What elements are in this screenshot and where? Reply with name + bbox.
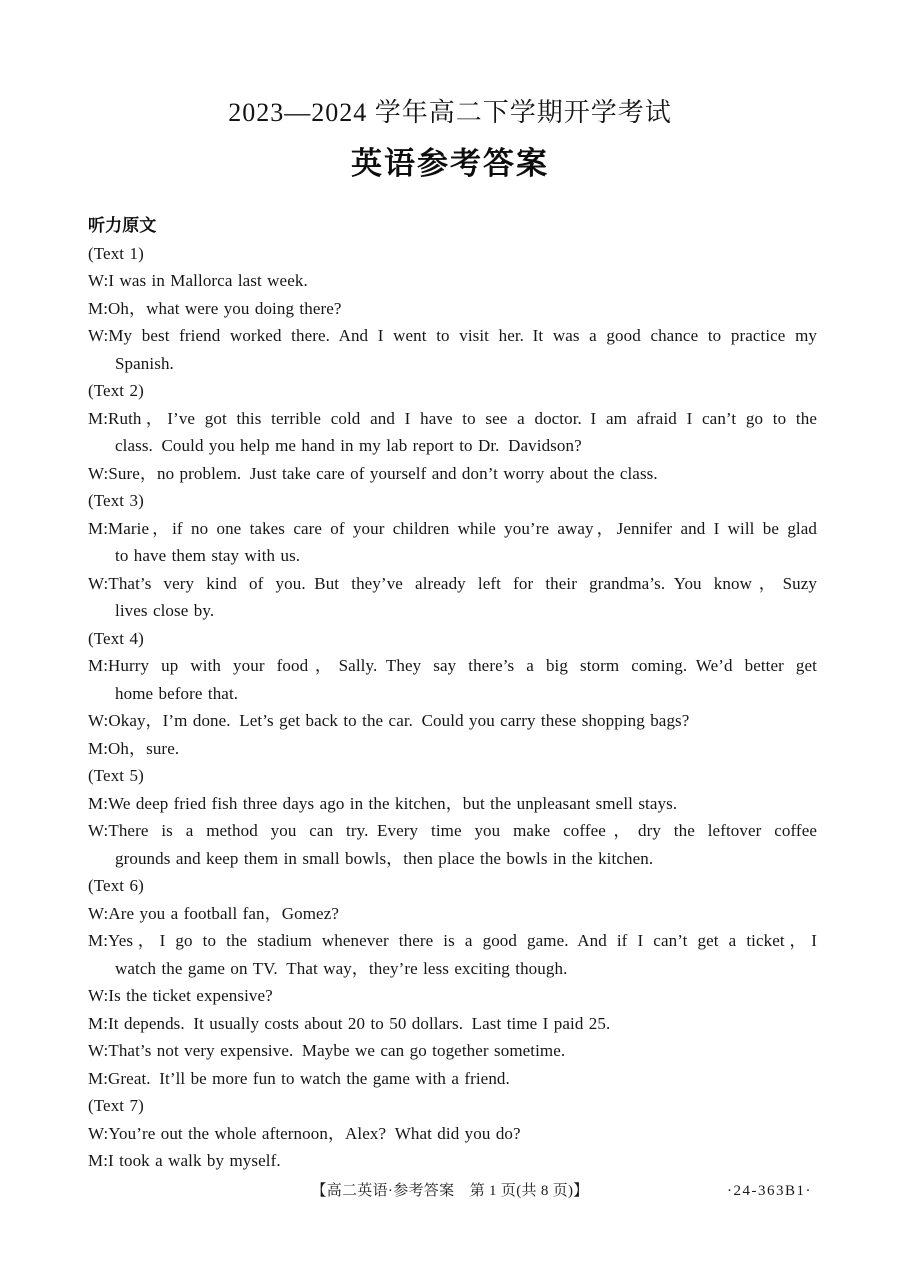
- transcript-line: (Text 2): [88, 381, 144, 400]
- transcript-line: W:That’s not very expensive. Maybe we can go together sometime.: [88, 1041, 566, 1060]
- footer-paper-code: ·24-363B1·: [727, 1183, 812, 1199]
- transcript-line: M:Hurry up with your food，Sally. They say there’s a big storm coming. We’d better get: [88, 656, 817, 675]
- transcript-line: W:There is a method you can try. Every time you make coffee，dry the leftover coffee: [88, 821, 817, 840]
- answer-key-title: 英语参考答案: [351, 146, 549, 181]
- transcript-line: W:You’re out the whole afternoon，Alex? What did you do?: [88, 1123, 521, 1143]
- transcript-line: W:Sure，no problem. Just take care of yourself and don’t worry about the class.: [88, 463, 658, 483]
- footer: [0, 1181, 900, 1201]
- title-block: [0, 92, 900, 183]
- transcript-line: watch the game on TV. That way，they’re less exciting though.: [115, 958, 568, 978]
- transcript-line: lives close by.: [115, 601, 215, 620]
- transcript-line: (Text 6): [88, 876, 144, 895]
- transcript-line: Spanish.: [115, 353, 174, 373]
- transcript-line: M:I took a walk by myself.: [88, 1151, 281, 1170]
- section-heading: 听力原文: [88, 216, 157, 235]
- transcript-line: W:My best friend worked there. And I went to visit her. It was a good chance to practice my: [88, 326, 817, 345]
- transcript-line: (Text 1): [88, 243, 144, 263]
- transcript-line: M:Marie，if no one takes care of your children while you’re away，Jennifer and I will be glad: [88, 518, 817, 538]
- transcript-line: M:Ruth，I’ve got this terrible cold and I have to see a doctor. I am afraid I can’t go to the: [88, 408, 817, 428]
- transcript-line: to have them stay with us.: [115, 546, 301, 565]
- transcript-line: (Text 4): [88, 628, 144, 648]
- transcript-line: grounds and keep them in small bowls，then place the bowls in the kitchen.: [115, 848, 654, 868]
- transcript-line: M:Great. It’ll be more fun to watch the game with a friend.: [88, 1068, 510, 1088]
- transcript-line: W:I was in Mallorca last week.: [88, 271, 308, 290]
- transcript-section: [88, 212, 817, 1175]
- exam-title: 2023—2024 学年高二下学期开学考试: [228, 98, 672, 127]
- transcript-line: W:Okay，I’m done. Let’s get back to the car. Could you carry these shopping bags?: [88, 711, 690, 730]
- transcript-line: W:That’s very kind of you. But they’ve already left for their grandma’s. You know，Suzy: [88, 573, 817, 593]
- footer-page-info: 【高二英语·参考答案 第 1 页(共 8 页)】: [311, 1183, 589, 1199]
- transcript-line: M:We deep fried fish three days ago in the kitchen，but the unpleasant smell stays.: [88, 793, 678, 813]
- transcript: [88, 240, 817, 1175]
- transcript-line: M:Oh，sure.: [88, 738, 180, 758]
- transcript-line: M:Oh，what were you doing there?: [88, 298, 342, 318]
- transcript-line: M:It depends. It usually costs about 20 to 50 dollars. Last time I paid 25.: [88, 1013, 611, 1033]
- transcript-line: W:Are you a football fan，Gomez?: [88, 903, 339, 923]
- transcript-line: (Text 5): [88, 766, 144, 785]
- transcript-line: (Text 7): [88, 1096, 144, 1115]
- transcript-line: M:Yes，I go to the stadium whenever there is a good game. And if I can’t get a ticket，I: [88, 931, 817, 950]
- transcript-line: (Text 3): [88, 491, 144, 510]
- transcript-line: class. Could you help me hand in my lab report to Dr. Davidson?: [115, 436, 582, 455]
- transcript-line: home before that.: [115, 683, 239, 703]
- transcript-line: W:Is the ticket expensive?: [88, 986, 273, 1005]
